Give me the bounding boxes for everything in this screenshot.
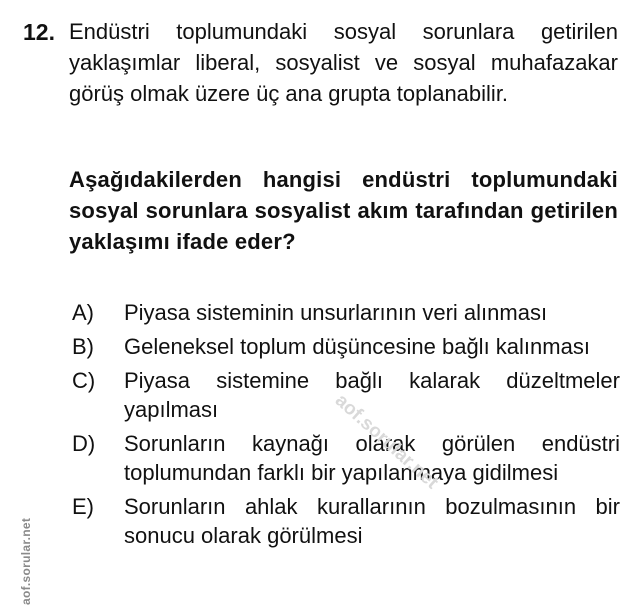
option-letter: B) bbox=[72, 334, 94, 359]
question-stem: Endüstri toplumundaki sosyal sorunlara getirilen yaklaşımlar liberal, sosyalist ve sosyal muhafazakar görüş olmak üzere üç ana grupta toplanabilir. bbox=[69, 19, 618, 106]
option-b[interactable] bbox=[72, 332, 620, 361]
option-text: Geleneksel toplum düşüncesine bağlı kalınması bbox=[124, 334, 590, 359]
option-letter: E) bbox=[72, 494, 94, 519]
option-a[interactable] bbox=[72, 298, 620, 327]
option-text: Sorunların ahlak kurallarının bozulmasının bir sonucu olarak görülmesi bbox=[124, 494, 620, 548]
option-e[interactable] bbox=[72, 492, 620, 550]
question-number: 12. bbox=[23, 19, 55, 45]
option-letter: D) bbox=[72, 431, 96, 456]
option-letter: A) bbox=[72, 300, 94, 325]
answer-options bbox=[72, 298, 620, 555]
option-text: Piyasa sistemine bağlı kalarak düzeltmeler yapılması bbox=[124, 368, 620, 422]
question-prompt: Aşağıdakilerden hangisi endüstri toplumundaki sosyal sorunlara sosyalist akım tarafından getirilen yaklaşımı ifade eder? bbox=[69, 167, 618, 254]
option-text: Piyasa sisteminin unsurlarının veri alınması bbox=[124, 300, 548, 325]
watermark-side: aof.sorular.net bbox=[19, 517, 33, 605]
watermark-diagonal: aof.sorular.net bbox=[330, 390, 443, 494]
option-letter: C) bbox=[72, 368, 96, 393]
option-d[interactable] bbox=[72, 429, 620, 487]
option-text: Sorunların kaynağı olarak görülen endüstri toplumundan farklı bir yapılanmaya gidilmesi bbox=[124, 431, 620, 485]
